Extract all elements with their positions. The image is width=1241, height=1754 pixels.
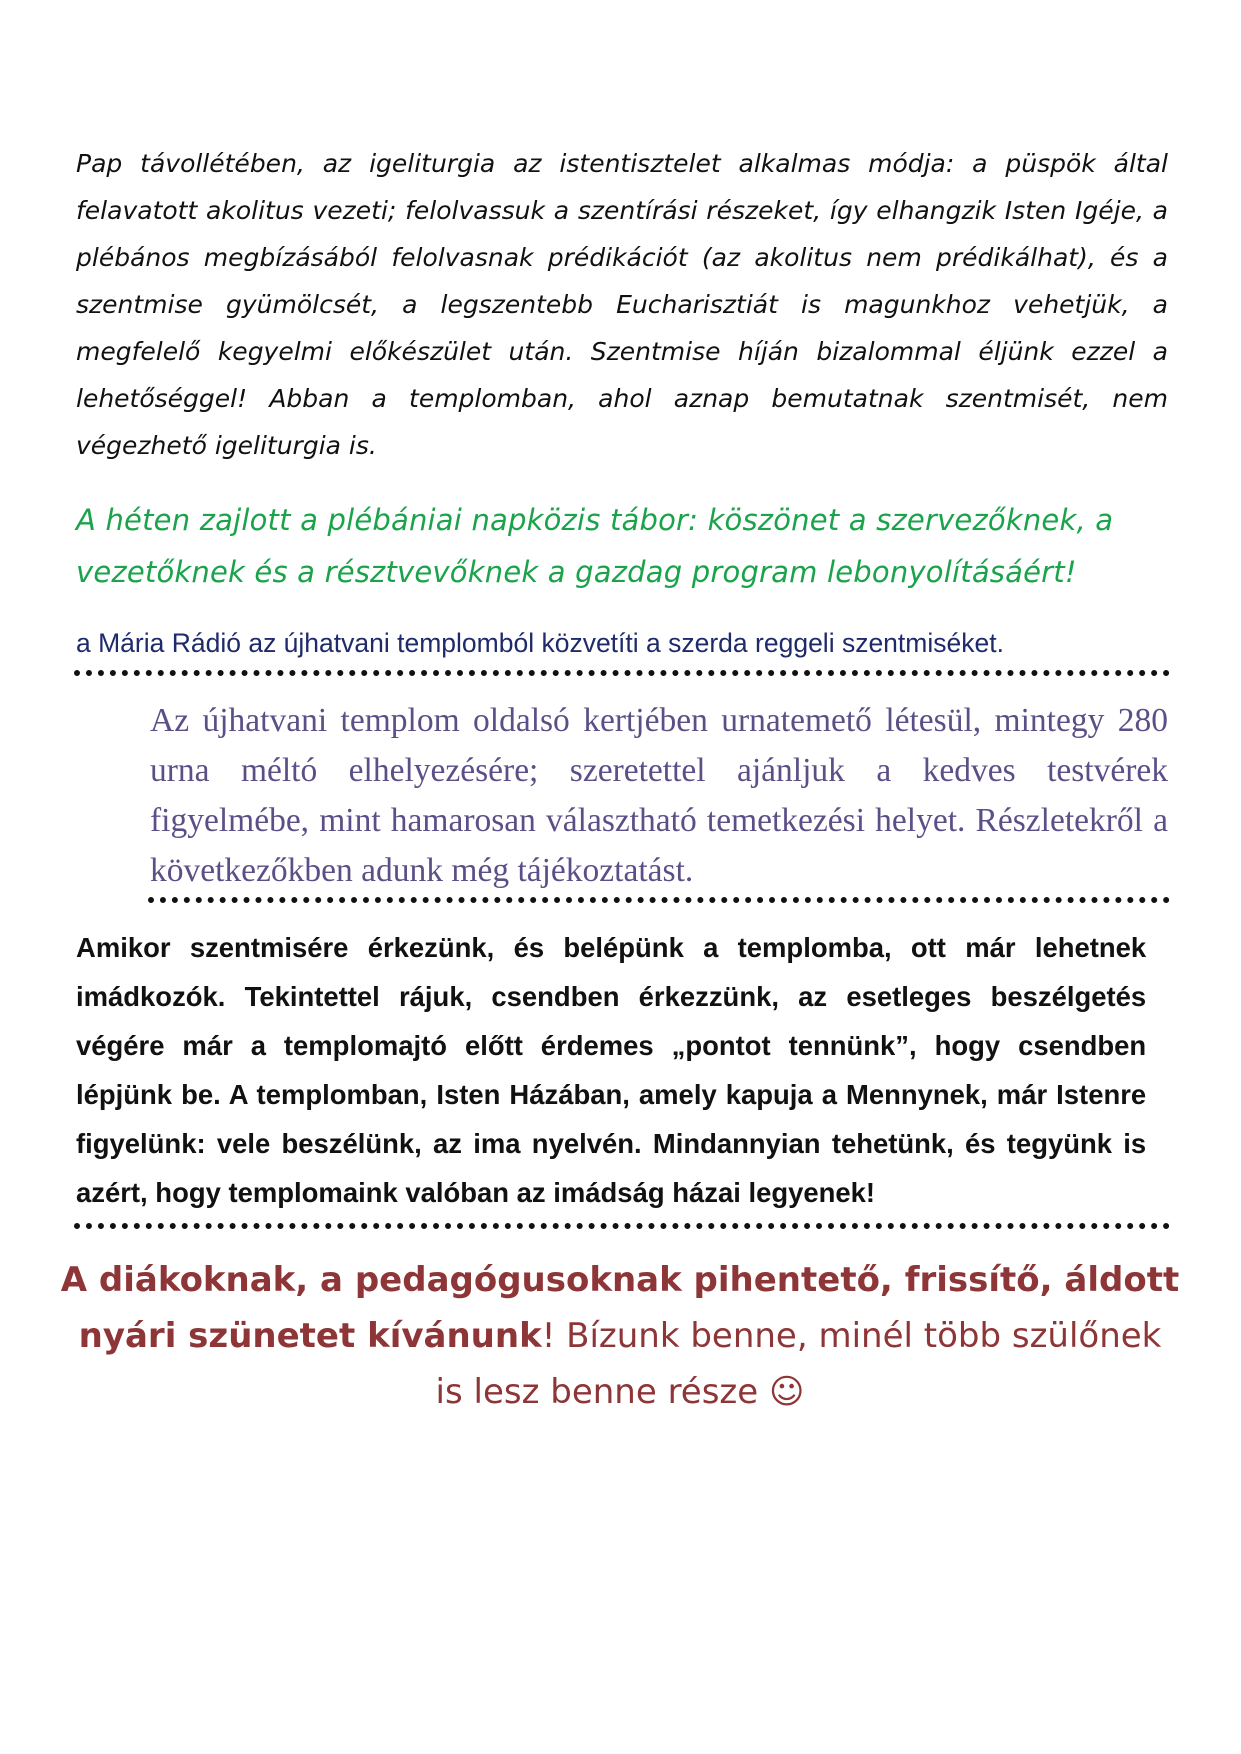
dotted-divider	[148, 897, 1170, 903]
dotted-divider	[74, 670, 1170, 676]
summer-wish-bold: A diákoknak, a pedagógusoknak pihentető, frissítő, áldott nyári szünetet kívánunk	[60, 1260, 1180, 1356]
liturgy-paragraph: Pap távollétében, az igeliturgia az istentisztelet alkalmas módja: a püspök által felavatott akolitus vezeti; felolvassuk a szentírási részeket, így elhangzik Isten Igéje, a plébános megbízásából felolvasnak prédikációt (az akolitus nem prédikálhat), és a szentmise gyümölcsét, a legszentebb Eucharisztiát is magunkhoz vehetjük, a megfelelő kegyelmi előkészület után. Szentmise híján bizalommal éljünk ezzel a lehetőséggel! Abban a templomban, ahol aznap bemutatnak szentmisét, nem végezhető igeliturgia is.	[76, 149, 1168, 460]
church-etiquette-paragraph: Amikor szentmisére érkezünk, és belépünk a templomba, ott már lehetnek imádkozók. Tekintettel rájuk, csendben érkezzünk, az esetleges beszélgetés végére már a templomajtó előtt érdemes „pontot tennünk”, hogy csendben lépjünk be. A templomban, Isten Házában, amely kapuja a Mennynek, már Istenre figyelünk: vele beszélünk, az ima nyelvén. Mindannyian tehetünk, és tegyünk is azért, hogy templomaink valóban az imádság házai legyenek!	[76, 932, 1147, 1208]
camp-announcement: A héten zajlott a plébániai napközis tábor: köszönet a szervezőknek, a vezetőknek és a résztvevőknek a gazdag program lebonyolításáért!	[76, 503, 1114, 589]
urn-cemetery-paragraph: Az újhatvani templom oldalsó kertjében urnatemető létesül, mintegy 280 urna méltó elhelyezésére; szeretettel ajánljuk a kedves testvérek figyelmébe, mint hamarosan választható temetkezési helyet. Részletekről a következőkben adunk még tájékoztatást.	[150, 702, 1168, 889]
radio-notice: a Mária Rádió az újhatvani templomból közvetíti a szerda reggeli szentmiséket.	[76, 628, 1004, 658]
summer-wish-regular: ! Bízunk benne, minél több szülőnek is lesz benne része ☺	[435, 1316, 1162, 1412]
dotted-divider	[74, 1223, 1170, 1229]
summer-wish	[60, 1252, 1180, 1420]
